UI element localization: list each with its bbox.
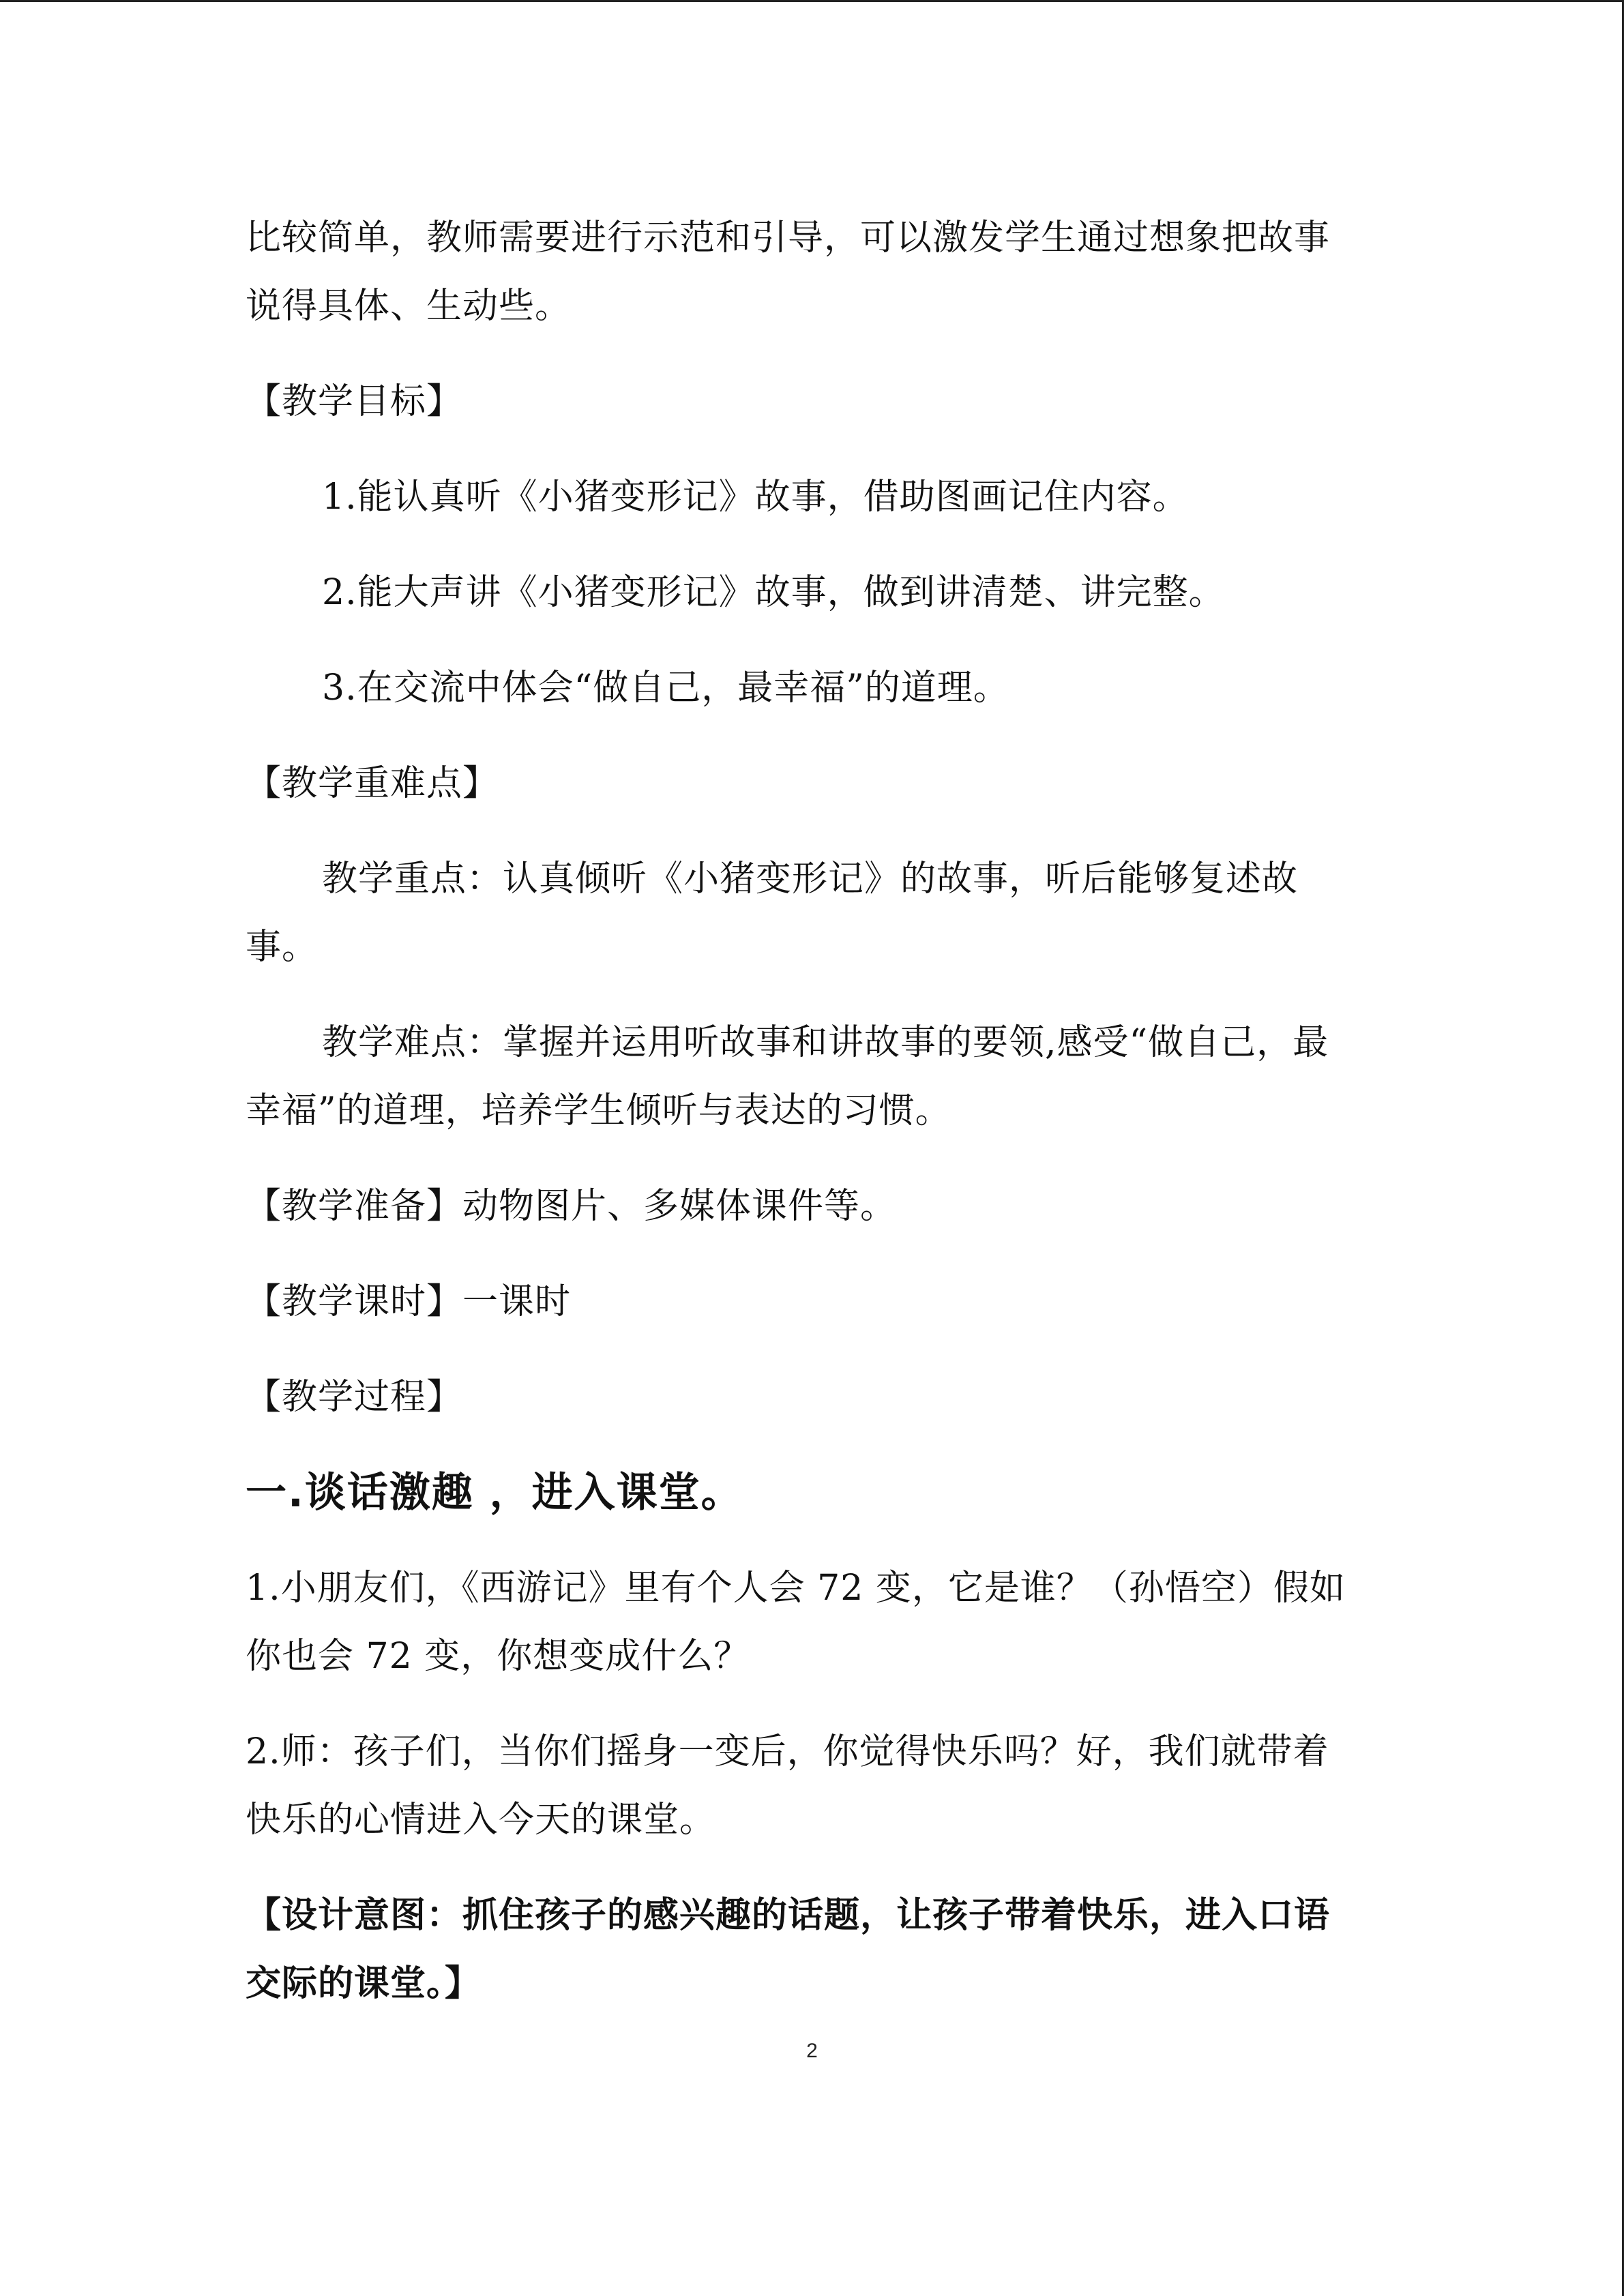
- page-number: 2: [806, 2040, 818, 2062]
- heading-key-difficult-points: 【教学重难点】: [246, 763, 499, 804]
- section-title: 一.谈话激趣 ，进入课堂。: [246, 1469, 743, 1517]
- difficult-point-paragraph: 教学难点：掌握并运用听故事和讲故事的要领,感受“做自己，最幸福”的道理，培养学生倾听与表达的习惯。: [246, 1022, 1329, 1131]
- step-item-1: 1.小朋友们，《西游记》里有个人会 72 变，它是谁？（孙悟空）假如你也会 72 变，你想变成什么？: [246, 1568, 1346, 1677]
- goal-item-3: 3.在交流中体会“做自己，最幸福”的道理。: [322, 668, 1009, 709]
- heading-teaching-process: 【教学过程】: [246, 1377, 463, 1418]
- teaching-hours: 【教学课时】一课时: [246, 1281, 572, 1322]
- design-intent-note: 【设计意图：抓住孩子的感兴趣的话题，让孩子带着快乐，进入口语交际的课堂。】: [246, 1895, 1331, 2004]
- page-content: [246, 204, 1350, 2045]
- step-item-2: 2.师：孩子们，当你们摇身一变后，你觉得快乐吗？好，我们就带着快乐的心情进入今天的课堂。: [246, 1731, 1329, 1840]
- teaching-preparation: 【教学准备】动物图片、多媒体课件等。: [246, 1186, 897, 1227]
- intro-paragraph: 比较简单，教师需要进行示范和引导，可以激发学生通过想象把故事说得具体、生动些。: [246, 218, 1331, 327]
- goal-item-1: 1.能认真听《小猪变形记》故事，借助图画记住内容。: [322, 477, 1189, 518]
- key-point-paragraph: 教学重点：认真倾听《小猪变形记》的故事，听后能够复述故事。: [246, 859, 1299, 968]
- heading-teaching-goals: 【教学目标】: [246, 381, 463, 422]
- goal-item-2: 2.能大声讲《小猪变形记》故事，做到讲清楚、讲完整。: [322, 572, 1225, 613]
